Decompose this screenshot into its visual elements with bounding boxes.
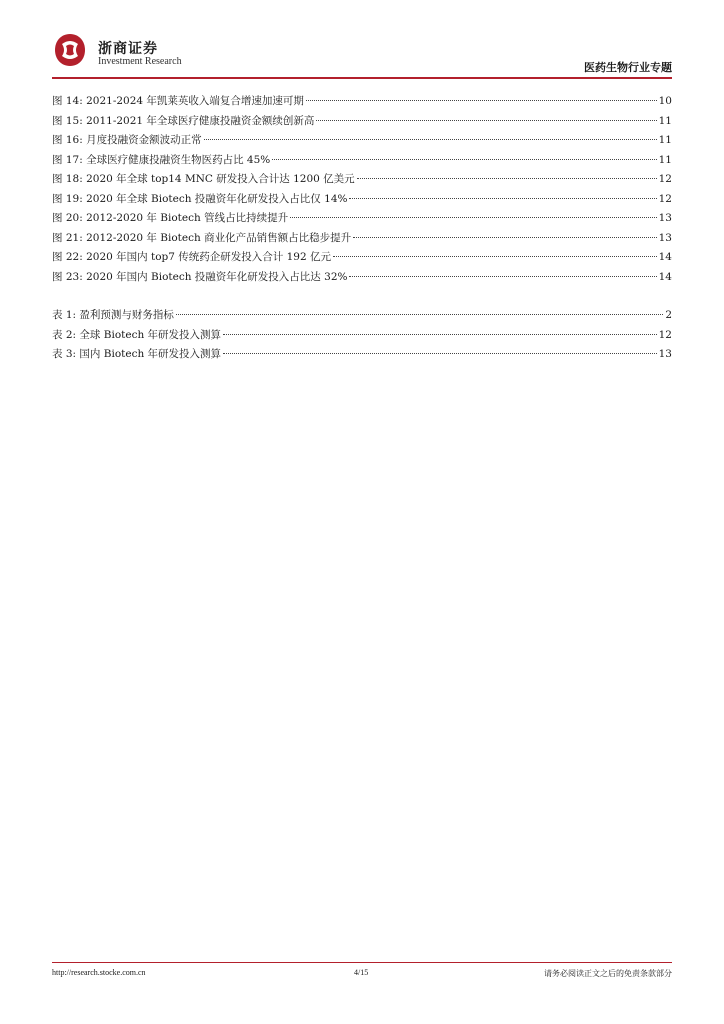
figure-title: 2011-2021 年全球医疗健康投融资金额续创新高 (86, 114, 315, 127)
table-entry[interactable] (52, 326, 672, 346)
table-entry[interactable] (52, 345, 672, 365)
figure-page: 12 (658, 192, 672, 205)
footer-url-link[interactable]: http://research.stocke.com.cn (52, 968, 146, 977)
figure-page: 11 (658, 134, 672, 146)
header-divider (52, 77, 672, 79)
figure-label: 图 20: (52, 212, 83, 224)
figure-title: 2012-2020 年 Biotech 商业化产品销售额占比稳步提升 (86, 231, 352, 244)
leader-dots (176, 314, 663, 315)
figure-entry[interactable] (52, 248, 672, 268)
figure-page: 13 (658, 231, 672, 244)
figure-entry[interactable] (52, 190, 672, 210)
leader-dots (204, 139, 657, 140)
figure-title: 2020 年全球 Biotech 投融资年化研发投入占比仅 14% (86, 192, 348, 205)
footer-page-number: 4/15 (354, 968, 369, 977)
figure-entry[interactable] (52, 170, 672, 190)
footer-disclaimer: 请务必阅读正文之后的免责条款部分 (544, 969, 672, 978)
figure-title: 全球医疗健康投融资生物医药占比 45% (86, 153, 271, 166)
figure-page: 11 (658, 114, 672, 127)
figure-title: 月度投融资金额波动正常 (86, 134, 202, 146)
table-title: 盈利预测与财务指标 (79, 309, 174, 321)
leader-dots (306, 100, 657, 101)
figure-label: 图 18: (52, 173, 83, 185)
leader-dots (349, 198, 656, 199)
logo-english-name: Investment Research (98, 56, 182, 67)
leader-dots (290, 217, 657, 218)
leader-dots (357, 178, 657, 179)
figure-label: 图 23: (52, 270, 83, 283)
company-logo (52, 32, 212, 72)
figure-entry[interactable] (52, 229, 672, 249)
figure-entry[interactable] (52, 92, 672, 112)
figure-page: 14 (658, 251, 672, 263)
figure-page: 11 (658, 153, 672, 166)
figure-label: 图 17: (52, 153, 83, 166)
table-label: 表 3: (52, 348, 77, 360)
table-list (52, 306, 672, 365)
figure-entry[interactable] (52, 209, 672, 229)
table-title: 全球 Biotech 年研发投入测算 (79, 328, 222, 341)
figure-label: 图 16: (52, 134, 83, 146)
page-header (0, 0, 724, 80)
figure-page: 14 (658, 270, 672, 283)
figure-label: 图 19: (52, 192, 83, 205)
leader-dots (349, 276, 656, 277)
figure-label: 图 22: (52, 251, 83, 263)
table-page: 13 (658, 348, 672, 360)
leader-dots (316, 120, 656, 121)
table-label: 表 2: (52, 328, 77, 341)
figure-title: 2021-2024 年凯莱英收入端复合增速加速可期 (86, 95, 304, 107)
figure-title: 2020 年全球 top14 MNC 研发投入合计达 1200 亿美元 (86, 173, 355, 185)
logo-emblem-icon (52, 32, 88, 68)
figure-label: 图 14: (52, 95, 83, 107)
figure-entry[interactable] (52, 268, 672, 288)
table-label: 表 1: (52, 309, 77, 321)
figure-list (52, 92, 672, 287)
table-title: 国内 Biotech 年研发投入测算 (79, 348, 222, 360)
figure-entry[interactable] (52, 151, 672, 171)
leader-dots (333, 256, 657, 257)
figure-label: 图 15: (52, 114, 83, 127)
figure-title: 2012-2020 年 Biotech 管线占比持续提升 (86, 212, 289, 224)
table-page: 2 (665, 309, 672, 321)
table-page: 12 (658, 328, 672, 341)
table-entry[interactable] (52, 306, 672, 326)
figure-entry[interactable] (52, 131, 672, 151)
figure-title: 2020 年国内 Biotech 投融资年化研发投入占比达 32% (86, 270, 348, 283)
figure-entry[interactable] (52, 112, 672, 132)
figure-title: 2020 年国内 top7 传统药企研发投入合计 192 亿元 (86, 251, 331, 263)
figure-page: 10 (658, 95, 672, 107)
leader-dots (272, 159, 656, 160)
leader-dots (223, 353, 657, 354)
figure-page: 12 (658, 173, 672, 185)
footer-divider (52, 962, 672, 963)
document-title: 医药生物行业专题 (584, 61, 672, 74)
logo-chinese-name: 浙商证券 (98, 41, 158, 57)
figure-label: 图 21: (52, 231, 83, 244)
leader-dots (223, 334, 657, 335)
figure-page: 13 (658, 212, 672, 224)
leader-dots (353, 237, 657, 238)
